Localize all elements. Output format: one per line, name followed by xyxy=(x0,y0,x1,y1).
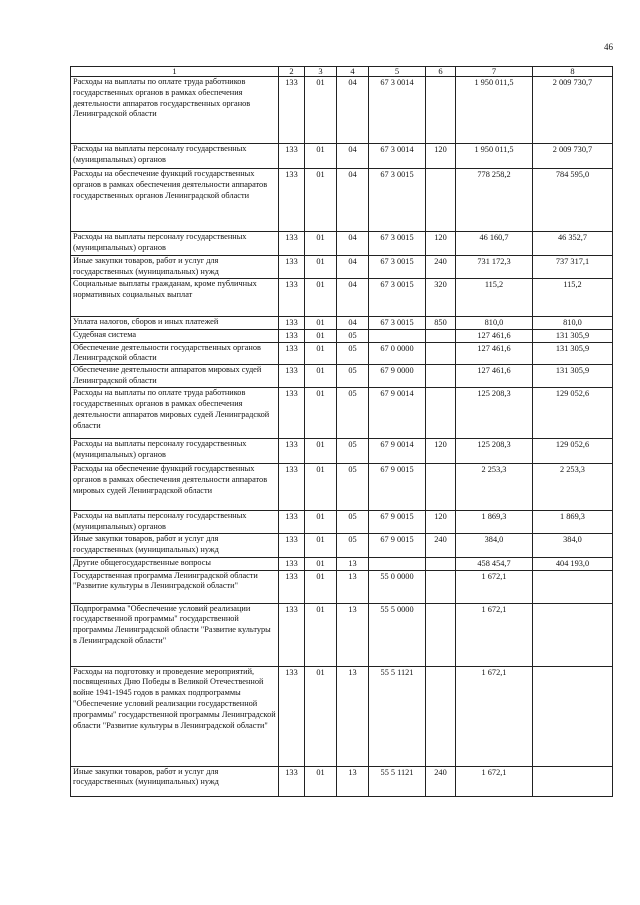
cell-target: 55 5 1121 xyxy=(369,666,426,766)
cell-code: 133 xyxy=(279,570,305,603)
cell-code: 133 xyxy=(279,329,305,342)
cell-amount-year2: 2 009 730,7 xyxy=(533,77,613,144)
cell-section: 01 xyxy=(305,256,337,279)
table-row xyxy=(71,766,613,796)
cell-target: 67 3 0014 xyxy=(369,77,426,144)
cell-section: 01 xyxy=(305,329,337,342)
cell-subsection: 05 xyxy=(337,464,369,511)
cell-name: Обеспечение деятельности аппаратов мировых судей Ленинградской области xyxy=(71,365,279,388)
cell-name: Обеспечение деятельности государственных органов Ленинградской области xyxy=(71,342,279,365)
cell-target: 55 5 0000 xyxy=(369,603,426,666)
cell-code: 133 xyxy=(279,666,305,766)
cell-amount-year2: 131 305,9 xyxy=(533,365,613,388)
cell-amount-year1: 2 253,3 xyxy=(456,464,533,511)
cell-amount-year2: 2 009 730,7 xyxy=(533,144,613,169)
cell-amount-year1: 731 172,3 xyxy=(456,256,533,279)
cell-amount-year1: 1 950 011,5 xyxy=(456,144,533,169)
table-row xyxy=(71,533,613,557)
cell-target: 67 3 0015 xyxy=(369,232,426,256)
cell-subsection: 04 xyxy=(337,144,369,169)
cell-name: Расходы на выплаты персоналу государственных (муниципальных) органов xyxy=(71,232,279,256)
cell-expense-type: 120 xyxy=(426,232,456,256)
table-row xyxy=(71,603,613,666)
cell-amount-year1: 1 672,1 xyxy=(456,570,533,603)
cell-expense-type xyxy=(426,603,456,666)
cell-code: 133 xyxy=(279,766,305,796)
cell-code: 133 xyxy=(279,77,305,144)
cell-target xyxy=(369,557,426,570)
cell-section: 01 xyxy=(305,557,337,570)
cell-name: Уплата налогов, сборов и иных платежей xyxy=(71,317,279,330)
table-row xyxy=(71,388,613,439)
cell-amount-year1: 1 672,1 xyxy=(456,766,533,796)
cell-amount-year2 xyxy=(533,666,613,766)
cell-code: 133 xyxy=(279,342,305,365)
cell-section: 01 xyxy=(305,169,337,232)
cell-expense-type xyxy=(426,77,456,144)
cell-expense-type xyxy=(426,329,456,342)
cell-target: 67 9 0014 xyxy=(369,388,426,439)
cell-name: Подпрограмма "Обеспечение условий реализации государственной программы" государственной программы Ленинградской области "Развитие культуры в Ленинградской области" xyxy=(71,603,279,666)
cell-expense-type xyxy=(426,365,456,388)
table-row xyxy=(71,232,613,256)
cell-name: Расходы на выплаты персоналу государственных (муниципальных) органов xyxy=(71,439,279,464)
cell-name: Иные закупки товаров, работ и услуг для государственных (муниципальных) нужд xyxy=(71,766,279,796)
cell-target: 67 3 0015 xyxy=(369,317,426,330)
cell-amount-year1: 115,2 xyxy=(456,279,533,317)
cell-amount-year1: 1 672,1 xyxy=(456,666,533,766)
table-row xyxy=(71,511,613,534)
cell-target: 67 3 0015 xyxy=(369,169,426,232)
cell-target: 55 0 0000 xyxy=(369,570,426,603)
cell-amount-year2: 2 253,3 xyxy=(533,464,613,511)
cell-subsection: 13 xyxy=(337,766,369,796)
table-row xyxy=(71,464,613,511)
cell-expense-type xyxy=(426,557,456,570)
header-cell: 5 xyxy=(369,67,426,77)
table-row xyxy=(71,77,613,144)
table-row xyxy=(71,144,613,169)
cell-section: 01 xyxy=(305,511,337,534)
cell-expense-type xyxy=(426,570,456,603)
cell-code: 133 xyxy=(279,464,305,511)
cell-section: 01 xyxy=(305,365,337,388)
table-row xyxy=(71,342,613,365)
cell-code: 133 xyxy=(279,317,305,330)
cell-target: 67 9 0015 xyxy=(369,533,426,557)
cell-subsection: 04 xyxy=(337,232,369,256)
table-body xyxy=(71,67,613,797)
cell-name: Расходы на обеспечение функций государственных органов в рамках обеспечения деятельности аппаратов мировых судей Ленинградской области xyxy=(71,464,279,511)
header-cell: 4 xyxy=(337,67,369,77)
page-number: 46 xyxy=(604,42,613,52)
cell-subsection: 13 xyxy=(337,666,369,766)
header-cell: 6 xyxy=(426,67,456,77)
cell-section: 01 xyxy=(305,232,337,256)
cell-amount-year1: 810,0 xyxy=(456,317,533,330)
cell-name: Иные закупки товаров, работ и услуг для государственных (муниципальных) нужд xyxy=(71,533,279,557)
cell-code: 133 xyxy=(279,144,305,169)
cell-section: 01 xyxy=(305,279,337,317)
header-cell: 8 xyxy=(533,67,613,77)
cell-target: 67 9 0015 xyxy=(369,464,426,511)
cell-amount-year2: 1 869,3 xyxy=(533,511,613,534)
cell-name: Расходы на выплаты по оплате труда работников государственных органов в рамках обеспечения деятельности аппаратов государственных органов Ленинградской области xyxy=(71,77,279,144)
cell-target: 67 0 0000 xyxy=(369,342,426,365)
cell-target: 67 3 0014 xyxy=(369,144,426,169)
cell-subsection: 13 xyxy=(337,570,369,603)
cell-code: 133 xyxy=(279,388,305,439)
cell-subsection: 04 xyxy=(337,169,369,232)
cell-code: 133 xyxy=(279,511,305,534)
header-cell: 1 xyxy=(71,67,279,77)
cell-expense-type xyxy=(426,342,456,365)
cell-amount-year1: 127 461,6 xyxy=(456,329,533,342)
table-row xyxy=(71,317,613,330)
table-row xyxy=(71,570,613,603)
cell-code: 133 xyxy=(279,365,305,388)
cell-section: 01 xyxy=(305,666,337,766)
cell-amount-year1: 125 208,3 xyxy=(456,439,533,464)
cell-subsection: 13 xyxy=(337,557,369,570)
cell-amount-year2: 129 052,6 xyxy=(533,388,613,439)
cell-name: Расходы на обеспечение функций государственных органов в рамках обеспечения деятельности аппаратов государственных органов Ленинградской области xyxy=(71,169,279,232)
cell-expense-type: 120 xyxy=(426,144,456,169)
table-row xyxy=(71,329,613,342)
cell-amount-year2 xyxy=(533,603,613,666)
cell-section: 01 xyxy=(305,77,337,144)
cell-subsection: 05 xyxy=(337,533,369,557)
cell-amount-year2: 784 595,0 xyxy=(533,169,613,232)
cell-expense-type: 240 xyxy=(426,766,456,796)
cell-expense-type: 320 xyxy=(426,279,456,317)
budget-table xyxy=(70,66,613,797)
cell-amount-year1: 1 869,3 xyxy=(456,511,533,534)
table-row xyxy=(71,365,613,388)
cell-section: 01 xyxy=(305,603,337,666)
cell-amount-year1: 46 160,7 xyxy=(456,232,533,256)
header-cell: 7 xyxy=(456,67,533,77)
cell-subsection: 13 xyxy=(337,603,369,666)
cell-code: 133 xyxy=(279,169,305,232)
cell-subsection: 05 xyxy=(337,511,369,534)
cell-subsection: 04 xyxy=(337,317,369,330)
cell-subsection: 05 xyxy=(337,365,369,388)
cell-amount-year1: 127 461,6 xyxy=(456,365,533,388)
cell-target: 67 9 0015 xyxy=(369,511,426,534)
cell-section: 01 xyxy=(305,388,337,439)
cell-code: 133 xyxy=(279,232,305,256)
cell-amount-year1: 125 208,3 xyxy=(456,388,533,439)
header-cell: 3 xyxy=(305,67,337,77)
cell-name: Другие общегосударственные вопросы xyxy=(71,557,279,570)
cell-amount-year2: 131 305,9 xyxy=(533,342,613,365)
cell-name: Иные закупки товаров, работ и услуг для государственных (муниципальных) нужд xyxy=(71,256,279,279)
cell-amount-year2: 46 352,7 xyxy=(533,232,613,256)
cell-expense-type xyxy=(426,666,456,766)
cell-subsection: 05 xyxy=(337,439,369,464)
cell-section: 01 xyxy=(305,766,337,796)
cell-amount-year2: 131 305,9 xyxy=(533,329,613,342)
table-row xyxy=(71,666,613,766)
cell-subsection: 04 xyxy=(337,279,369,317)
cell-name: Расходы на выплаты по оплате труда работников государственных органов в рамках обеспечения деятельности аппаратов мировых судей Ленинградской области xyxy=(71,388,279,439)
cell-code: 133 xyxy=(279,279,305,317)
cell-expense-type: 850 xyxy=(426,317,456,330)
table-row xyxy=(71,279,613,317)
cell-amount-year1: 1 950 011,5 xyxy=(456,77,533,144)
cell-code: 133 xyxy=(279,439,305,464)
cell-amount-year1: 778 258,2 xyxy=(456,169,533,232)
cell-section: 01 xyxy=(305,439,337,464)
cell-name: Судебная система xyxy=(71,329,279,342)
cell-name: Расходы на выплаты персоналу государственных (муниципальных) органов xyxy=(71,511,279,534)
header-cell: 2 xyxy=(279,67,305,77)
cell-code: 133 xyxy=(279,603,305,666)
table-row xyxy=(71,439,613,464)
cell-code: 133 xyxy=(279,256,305,279)
cell-target: 55 5 1121 xyxy=(369,766,426,796)
cell-amount-year2 xyxy=(533,570,613,603)
cell-amount-year1: 1 672,1 xyxy=(456,603,533,666)
cell-name: Социальные выплаты гражданам, кроме публичных нормативных социальных выплат xyxy=(71,279,279,317)
cell-target: 67 3 0015 xyxy=(369,279,426,317)
cell-target: 67 9 0014 xyxy=(369,439,426,464)
cell-subsection: 05 xyxy=(337,388,369,439)
cell-expense-type xyxy=(426,169,456,232)
cell-expense-type: 240 xyxy=(426,533,456,557)
table-row xyxy=(71,256,613,279)
cell-subsection: 04 xyxy=(337,256,369,279)
cell-amount-year1: 384,0 xyxy=(456,533,533,557)
cell-target: 67 9 0000 xyxy=(369,365,426,388)
cell-amount-year2: 384,0 xyxy=(533,533,613,557)
cell-subsection: 05 xyxy=(337,342,369,365)
cell-amount-year2: 129 052,6 xyxy=(533,439,613,464)
cell-subsection: 05 xyxy=(337,329,369,342)
cell-subsection: 04 xyxy=(337,77,369,144)
cell-target: 67 3 0015 xyxy=(369,256,426,279)
cell-code: 133 xyxy=(279,557,305,570)
cell-code: 133 xyxy=(279,533,305,557)
cell-amount-year2: 810,0 xyxy=(533,317,613,330)
cell-section: 01 xyxy=(305,342,337,365)
cell-amount-year2: 115,2 xyxy=(533,279,613,317)
cell-section: 01 xyxy=(305,317,337,330)
cell-name: Государственная программа Ленинградской области "Развитие культуры в Ленинградской области" xyxy=(71,570,279,603)
cell-expense-type xyxy=(426,464,456,511)
cell-target xyxy=(369,329,426,342)
cell-amount-year1: 127 461,6 xyxy=(456,342,533,365)
cell-amount-year2 xyxy=(533,766,613,796)
cell-expense-type: 120 xyxy=(426,439,456,464)
cell-amount-year1: 458 454,7 xyxy=(456,557,533,570)
cell-expense-type: 120 xyxy=(426,511,456,534)
cell-expense-type xyxy=(426,388,456,439)
cell-name: Расходы на подготовку и проведение мероприятий, посвященных Дню Победы в Великой Отечественной войне 1941-1945 годов в рамках подпрограммы "Обеспечение условий реализации государственной программы" государственной программы Ленинградской области "Развитие культуры в Ленинградской области" xyxy=(71,666,279,766)
table-row xyxy=(71,169,613,232)
cell-section: 01 xyxy=(305,570,337,603)
cell-expense-type: 240 xyxy=(426,256,456,279)
cell-amount-year2: 404 193,0 xyxy=(533,557,613,570)
cell-name: Расходы на выплаты персоналу государственных (муниципальных) органов xyxy=(71,144,279,169)
cell-amount-year2: 737 317,1 xyxy=(533,256,613,279)
header-row xyxy=(71,67,613,77)
cell-section: 01 xyxy=(305,464,337,511)
cell-section: 01 xyxy=(305,144,337,169)
cell-section: 01 xyxy=(305,533,337,557)
table-row xyxy=(71,557,613,570)
